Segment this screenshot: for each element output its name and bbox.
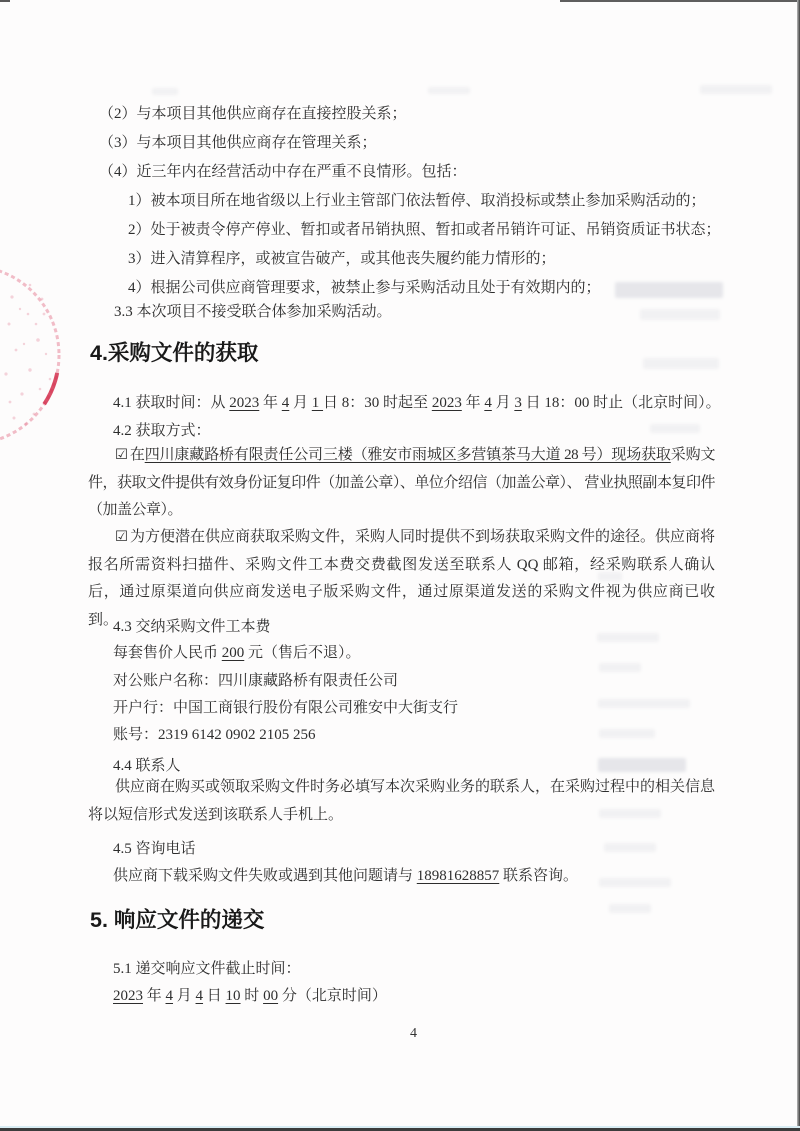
qualification-item: （3）与本项目其他供应商存在管理关系； bbox=[99, 135, 377, 151]
scan-top-edge bbox=[0, 0, 800, 2]
qualification-subitem: 1）被本项目所在地省级以上行业主管部门依法暂停、取消投标或禁止参加采购活动的； bbox=[128, 193, 706, 209]
account-name-line: 对公账户名称：四川康藏路桥有限责任公司 bbox=[113, 673, 399, 689]
qualification-subitem: 4）根据公司供应商管理要求，被禁止参与采购活动且处于有效期内的； bbox=[128, 280, 601, 296]
bleed-through-mark bbox=[599, 729, 655, 738]
section-5-heading: 5. 响应文件的递交 bbox=[90, 908, 265, 932]
bank-line: 开户行：中国工商银行股份有限公司雅安中大街支行 bbox=[113, 700, 459, 716]
red-stamp bbox=[0, 252, 92, 467]
bleed-through-mark bbox=[599, 663, 641, 672]
section-4-heading: 4.采购文件的获取 bbox=[90, 341, 259, 365]
bleed-through-mark bbox=[643, 358, 719, 369]
bleed-through-mark bbox=[609, 904, 651, 913]
bleed-through-mark bbox=[640, 309, 720, 320]
checked-checkbox-icon: ☑ bbox=[115, 447, 128, 463]
page-number: 4 bbox=[410, 1026, 417, 1041]
acquisition-time-line: 4.1 获取时间：从 2023 年 4 月 1 日 8：30 时起至 2023 年 4 月 3 日 18：00 时止（北京时间）。 bbox=[113, 395, 721, 411]
bleed-through-mark bbox=[650, 424, 700, 433]
scan-bottom-edge bbox=[0, 1126, 800, 1131]
bleed-through-mark bbox=[615, 282, 723, 298]
fee-line: 每套售价人民币 200 元（售后不退）。 bbox=[113, 645, 361, 661]
account-number-line: 账号：2319 6142 0902 2105 256 bbox=[113, 727, 316, 743]
acquisition-method-label: 4.2 获取方式： bbox=[113, 423, 211, 439]
qualification-item: （2）与本项目其他供应商存在直接控股关系； bbox=[99, 106, 407, 122]
hotline-line: 供应商下载采购文件失败或遇到其他问题请与 18981628857 联系咨询。 bbox=[113, 868, 579, 884]
fee-label: 4.3 交纳采购文件工本费 bbox=[113, 619, 271, 635]
contact-paragraph: 供应商在购买或领取采购文件时务必填写本次采购业务的联系人，在采购过程中的相关信息将以短信形式发送到该联系人手机上。 bbox=[88, 779, 716, 823]
method-remote-text: 为方便潜在供应商获取采购文件，采购人同时提供不到场获取采购文件的途径。供应商将报名所需资料扫描件、采购文件工本费交费截图发送至联系人 QQ 邮箱，经采购联系人确认后，通过原渠道向供应商发送电子版采购文件，通过原渠道发送的采购文件视为供应商已收到。 bbox=[88, 529, 716, 628]
checked-checkbox-icon: ☑ bbox=[115, 529, 128, 545]
qualification-subitem: 3）进入清算程序，或被宣告破产，或其他丧失履约能力情形的； bbox=[128, 251, 556, 267]
hotline-label: 4.5 咨询电话 bbox=[113, 841, 196, 857]
bleed-through-mark bbox=[597, 633, 659, 642]
bleed-through-mark bbox=[700, 85, 772, 94]
deadline-line: 2023 年 4 月 4 日 10 时 00 分（北京时间） bbox=[113, 988, 387, 1004]
qualification-subitem: 2）处于被责令停产停业、暂扣或者吊销执照、暂扣或者吊销许可证、吊销资质证书状态； bbox=[128, 222, 721, 238]
bleed-through-mark bbox=[604, 843, 656, 852]
qualification-item: （4）近三年内在经营活动中存在严重不良情形。包括： bbox=[99, 164, 467, 180]
contact-label: 4.4 联系人 bbox=[113, 758, 181, 774]
clause-3-3: 3.3 本次项目不接受联合体参加采购活动。 bbox=[114, 304, 392, 320]
deadline-label: 5.1 递交响应文件截止时间： bbox=[113, 961, 301, 977]
method-onsite-text: 在四川康藏路桥有限责任公司三楼（雅安市雨城区多营镇茶马大道 28 号）现场获取采购文件，获取文件提供有效身份证复印件（加盖公章）、单位介绍信（加盖公章）、 营业执照副本复印件（加盖公章）。 bbox=[88, 447, 715, 518]
bleed-through-mark bbox=[598, 699, 690, 708]
bleed-through-mark bbox=[599, 878, 671, 887]
bleed-through-mark bbox=[598, 758, 686, 772]
method-onsite-paragraph bbox=[88, 442, 715, 525]
bleed-through-mark bbox=[152, 88, 178, 95]
bleed-through-mark bbox=[428, 87, 470, 94]
